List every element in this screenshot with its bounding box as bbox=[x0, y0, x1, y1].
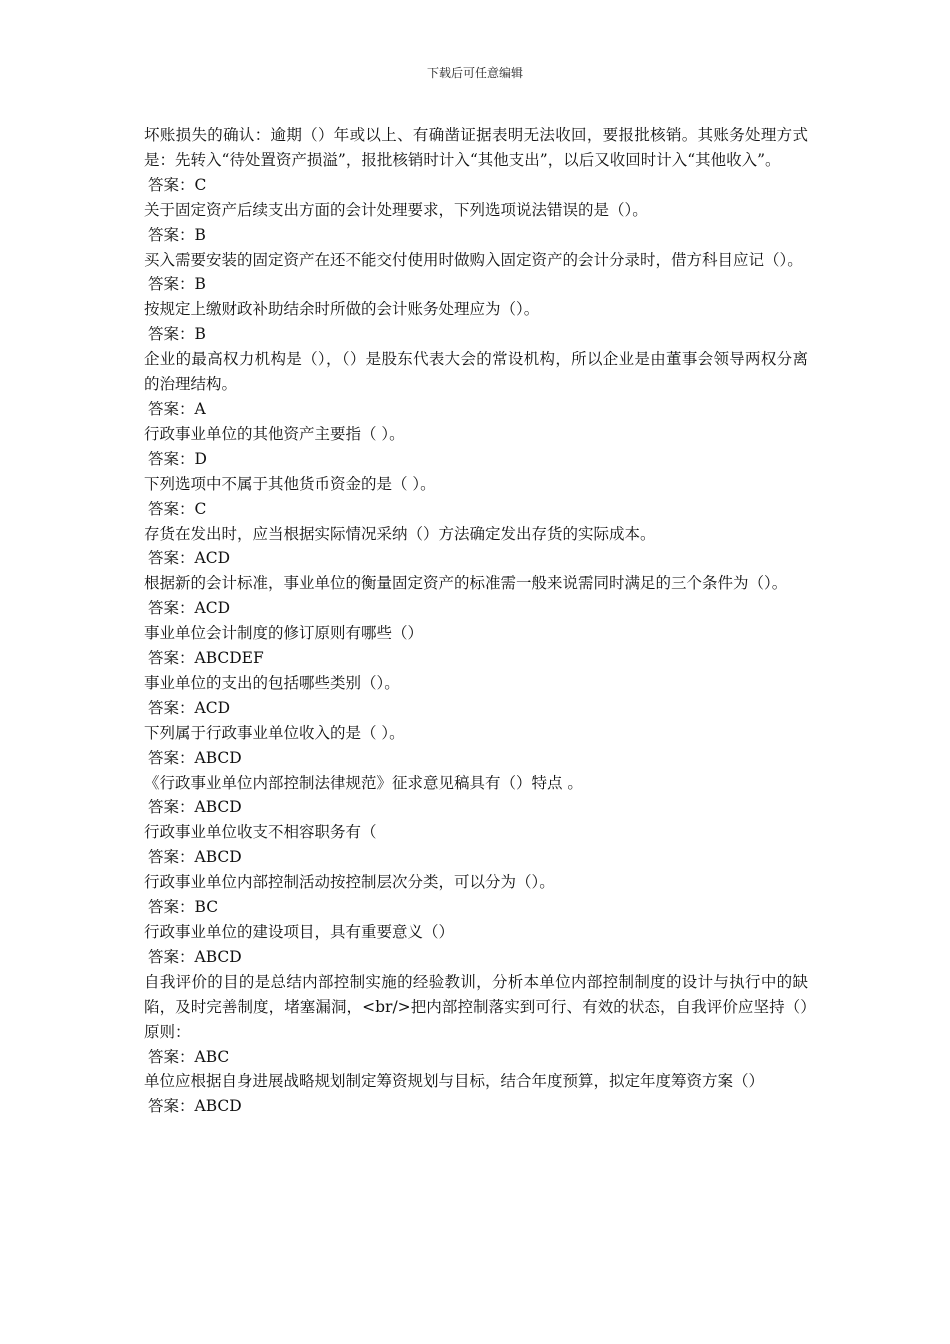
document-body bbox=[144, 123, 808, 1119]
answer-line bbox=[144, 223, 808, 248]
answer-line bbox=[144, 272, 808, 297]
answer-line bbox=[144, 447, 808, 472]
answer-label: 答案： bbox=[148, 698, 195, 717]
answer-label: 答案： bbox=[148, 798, 195, 817]
question-text: 存货在发出时，应当根据实际情况采纳（）方法确定发出存货的实际成本。 bbox=[144, 524, 656, 543]
answer-label: 答案： bbox=[148, 1047, 195, 1066]
answer-value: C bbox=[194, 175, 207, 194]
answer-label: 答案： bbox=[148, 175, 195, 194]
question-text: 下列选项中不属于其他货币资金的是（ ）。 bbox=[144, 474, 436, 493]
answer-line bbox=[144, 596, 808, 621]
answer-value: B bbox=[194, 225, 206, 244]
question-text: 关于固定资产后续支出方面的会计处理要求，下列选项说法错误的是（）。 bbox=[144, 200, 648, 219]
answer-line bbox=[144, 322, 808, 347]
answer-value: ABCD bbox=[194, 848, 242, 867]
answer-value: ACD bbox=[194, 549, 230, 568]
answer-line bbox=[144, 646, 808, 671]
answer-value: A bbox=[194, 399, 206, 418]
question-text: 单位应根据自身进展战略规划制定筹资规划与目标，结合年度预算，拟定年度筹资方案（） bbox=[144, 1072, 765, 1091]
page-header: 下载后可任意编辑 bbox=[426, 66, 523, 80]
answer-line bbox=[144, 795, 808, 820]
answer-value: B bbox=[194, 325, 206, 344]
answer-line bbox=[144, 746, 808, 771]
question-text: 买入需要安装的固定资产在还不能交付使用时做购入固定资产的会计分录时，借方科目应记（）。 bbox=[144, 250, 803, 269]
answer-label: 答案： bbox=[148, 599, 195, 618]
question-text: 根据新的会计标准，事业单位的衡量固定资产的标准需一般来说需同时满足的三个条件为（）。 bbox=[144, 574, 788, 593]
answer-value: ABCD bbox=[194, 798, 242, 817]
answer-line bbox=[144, 696, 808, 721]
question-text: 事业单位会计制度的修订原则有哪些（） bbox=[144, 624, 424, 643]
answer-line bbox=[144, 1045, 808, 1070]
answer-value: ABC bbox=[194, 1047, 230, 1066]
answer-value: ACD bbox=[194, 599, 230, 618]
answer-value: B bbox=[194, 275, 206, 294]
question-text: 行政事业单位的其他资产主要指（ ）。 bbox=[144, 424, 405, 443]
question-text: 事业单位的支出的包括哪些类别（）。 bbox=[144, 673, 400, 692]
answer-line bbox=[144, 546, 808, 571]
answer-label: 答案： bbox=[148, 225, 195, 244]
answer-value: ABCDEF bbox=[194, 649, 264, 668]
answer-label: 答案： bbox=[148, 325, 195, 344]
answer-line bbox=[144, 1094, 808, 1119]
answer-value: ACD bbox=[194, 698, 230, 717]
answer-value: ABCD bbox=[194, 1097, 242, 1116]
answer-line bbox=[144, 397, 808, 422]
question-text: 下列属于行政事业单位收入的是（ ）。 bbox=[144, 723, 405, 742]
answer-value: ABCD bbox=[194, 748, 242, 767]
answer-line bbox=[144, 173, 808, 198]
question-text: 《行政事业单位内部控制法律规范》征求意见稿具有（）特点 。 bbox=[144, 773, 583, 792]
question-text: 行政事业单位的建设项目，具有重要意义（） bbox=[144, 923, 455, 941]
question-text: 按规定上缴财政补助结余时所做的会计账务处理应为（）。 bbox=[144, 300, 540, 319]
question-text: 企业的最高权力机构是（），（）是股东代表大会的常设机构，所以企业是由董事会领导两权分离的治理结构。 bbox=[144, 350, 808, 394]
answer-line bbox=[144, 895, 808, 920]
answer-line bbox=[144, 945, 808, 970]
answer-label: 答案： bbox=[148, 898, 195, 917]
answer-label: 答案： bbox=[148, 499, 195, 518]
question-text: 坏账损失的确认：逾期（）年或以上、有确凿证据表明无法收回，要报批核销。其账务处理方式是：先转入“待处置资产损溢”，报批核销时计入“其他支出”，以后又收回时计入“其他收入”。 bbox=[144, 126, 808, 169]
answer-label: 答案： bbox=[148, 649, 195, 668]
answer-label: 答案： bbox=[148, 449, 195, 468]
answer-label: 答案： bbox=[148, 947, 195, 966]
answer-line bbox=[144, 497, 808, 522]
answer-label: 答案： bbox=[148, 549, 195, 568]
answer-value: D bbox=[194, 449, 207, 468]
question-text: 行政事业单位收支不相容职务有（ bbox=[144, 823, 377, 842]
answer-label: 答案： bbox=[148, 848, 195, 867]
answer-value: C bbox=[194, 499, 207, 518]
answer-value: ABCD bbox=[194, 947, 242, 966]
answer-line bbox=[144, 845, 808, 870]
answer-label: 答案： bbox=[148, 1097, 195, 1116]
answer-label: 答案： bbox=[148, 399, 195, 418]
question-text: 自我评价的目的是总结内部控制实施的经验教训，分析本单位内部控制制度的设计与执行中的缺陷，及时完善制度，堵塞漏洞，<br/>把内部控制落实到可行、有效的状态，自我评价应坚持（）原则： bbox=[144, 972, 808, 1041]
answer-label: 答案： bbox=[148, 748, 195, 767]
question-text: 行政事业单位内部控制活动按控制层次分类，可以分为（）。 bbox=[144, 873, 555, 892]
answer-label: 答案： bbox=[148, 275, 195, 294]
answer-value: BC bbox=[194, 898, 219, 917]
